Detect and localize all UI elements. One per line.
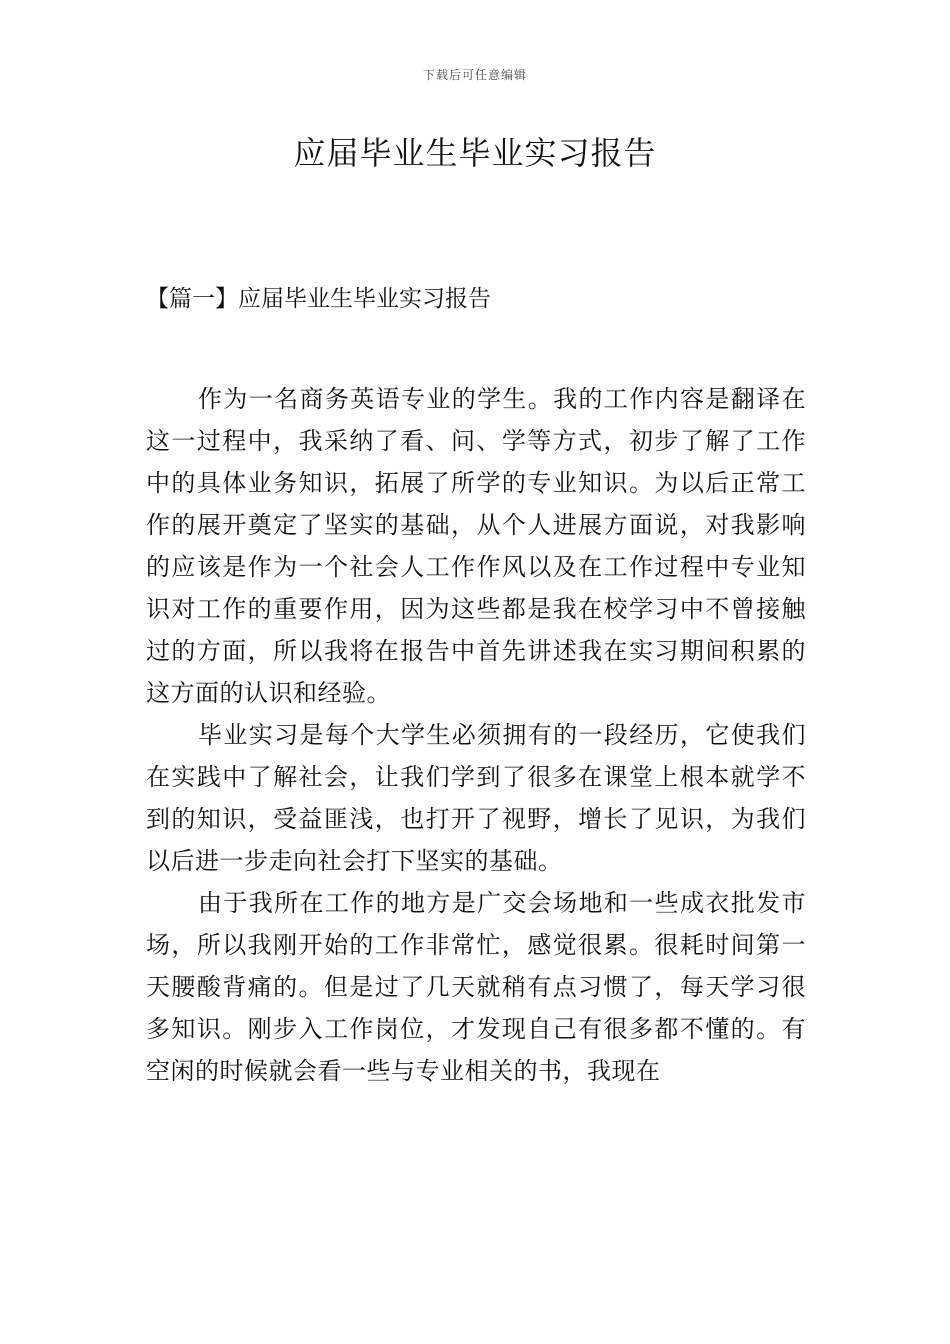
body-text bbox=[146, 378, 806, 1092]
header-note: 下载后可任意编辑 bbox=[422, 68, 527, 82]
page-title: 应届毕业生毕业实习报告 bbox=[293, 134, 657, 172]
paragraph: 由于我所在工作的地方是广交会场地和一些成衣批发市场，所以我刚开始的工作非常忙，感觉很累。很耗时间第一天腰酸背痛的。但是过了几天就稍有点习惯了，每天学习很多知识。刚步入工作岗位，才发现自己有很多都不懂的。有空闲的时候就会看一些与专业相关的书，我现在 bbox=[146, 889, 806, 1085]
section-heading: 【篇一】应届毕业生毕业实习报告 bbox=[146, 286, 491, 312]
paragraph: 作为一名商务英语专业的学生。我的工作内容是翻译在这一过程中，我采纳了看、问、学等方式，初步了解了工作中的具体业务知识，拓展了所学的专业知识。为以后正常工作的展开奠定了坚实的基础，从个人进展方面说，对我影响的应该是作为一个社会人工作作风以及在工作过程中专业知识对工作的重要作用，因为这些都是我在校学习中不曾接触过的方面，所以我将在报告中首先讲述我在实习期间积累的这方面的认识和经验。 bbox=[146, 385, 806, 707]
paragraph: 毕业实习是每个大学生必须拥有的一段经历，它使我们在实践中了解社会，让我们学到了很多在课堂上根本就学不到的知识，受益匪浅，也打开了视野，增长了见识，为我们以后进一步走向社会打下坚实的基础。 bbox=[146, 721, 806, 875]
